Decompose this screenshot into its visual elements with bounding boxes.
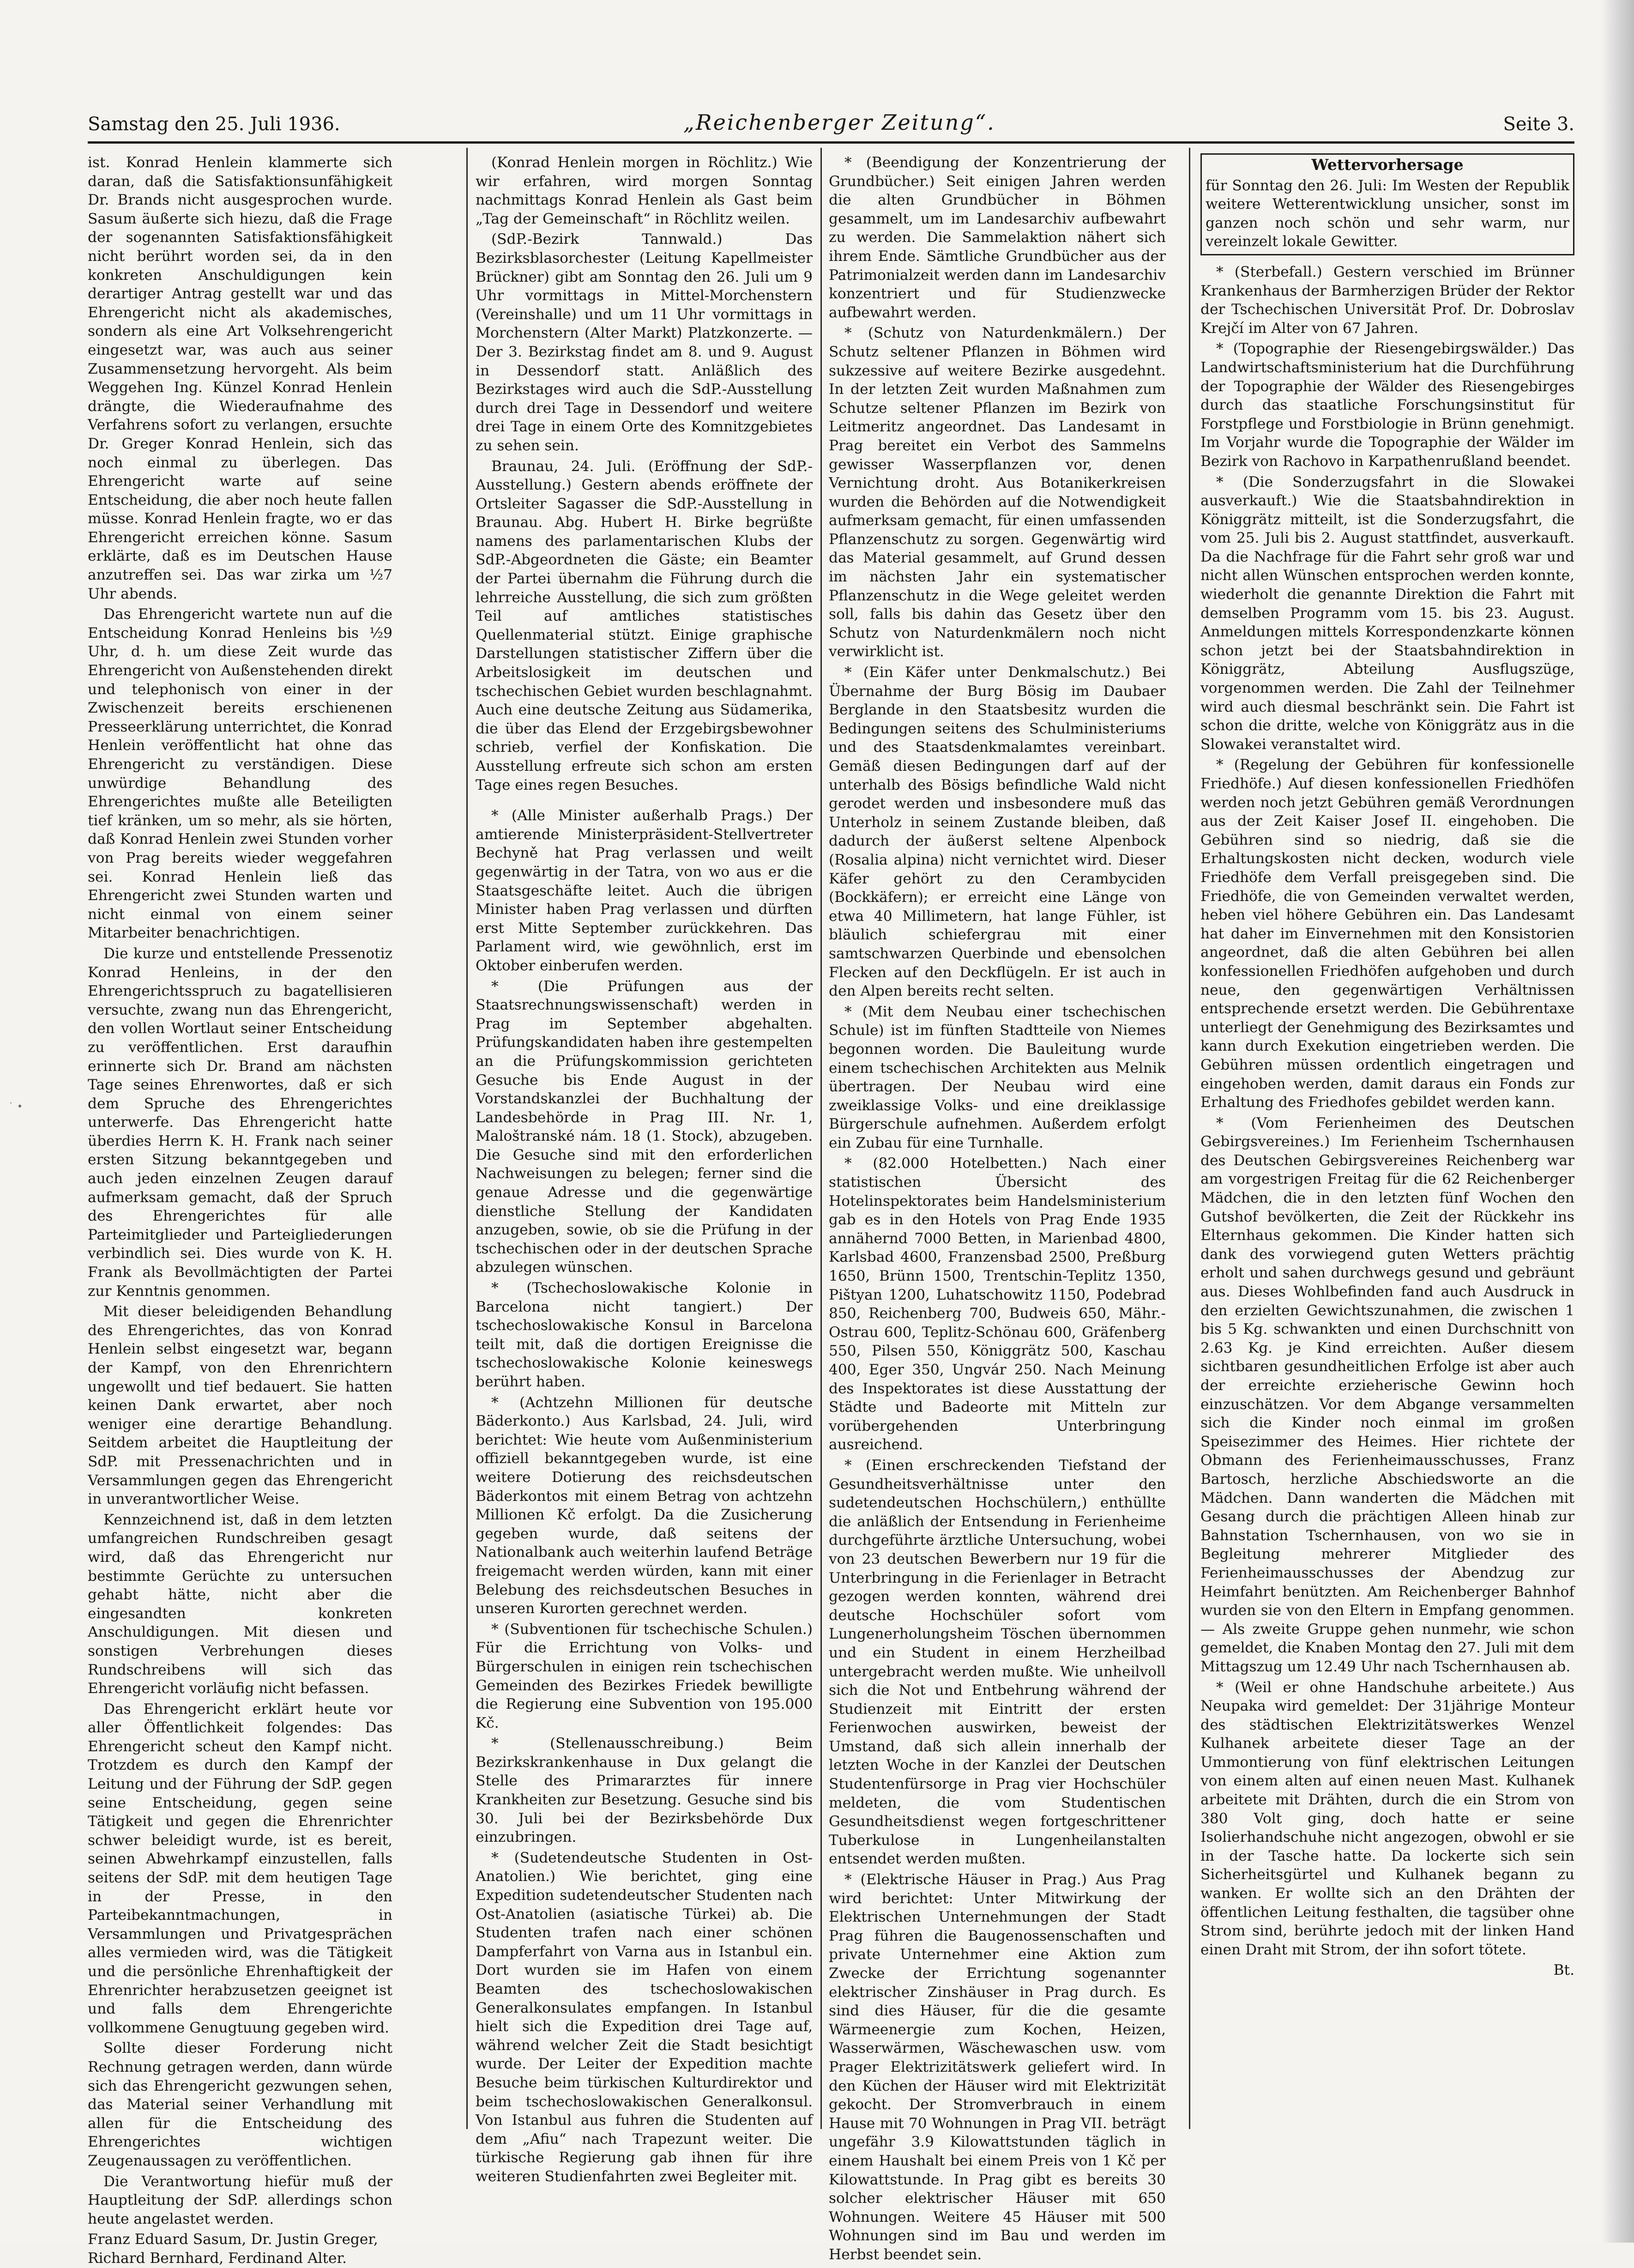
news-item: * (82.000 Hotelbetten.) Nach einer statistischen Übersicht des Hotelinspektorates beim Handelsministerium gab es in den Hotels von Prag Ende 1935 annähernd 7000 Betten, in Marienbad 4800, Karlsbad 4600, Franzensbad 2500, Preßburg 1650, Brünn 1500, Trentschin-Teplitz 1350, Pištyan 1200, Luhatschowitz 1150, Podebrad 850, Reichenberg 700, Budweis 650, Mähr.-Ostrau 600, Teplitz-Schönau 600, Gräfenberg 550, Pilsen 550, Königgrätz 500, Kaschau 400, Eger 350, Ungvár 250. Nach Meinung des Inspektorates ist diese Ausstattung der Städte und Badeorte mit Mitteln zur vorübergehenden Unterbringung ausreichend. — [829, 1155, 1166, 1453]
scan-dot — [18, 1105, 21, 1107]
news-item: * (Die Sonderzugsfahrt in die Slowakei ausverkauft.) Wie die Staatsbahndirektion in Königgrätz mitteilt, ist die Sonderzugsfahrt, die vom 25. Juli bis 2. August stattfindet, ausverkauft. Da die Nachfrage für die Fahrt sehr groß war und nicht allen Wünschen entsprochen werden konnte, wiederholt die genannte Direktion die Fahrt mit demselben Programm vom 15. bis 23. August. Anmeldungen mittels Korrespondenzkarte können schon jetzt bei der Staatsbahndirektion in Königgrätz, Abteilung Ausflugszüge, vorgenommen werden. Die Zahl der Teilnehmer wird auch diesmal beschränkt sein. Die Fahrt ist schon die dritte, welche von Königgrätz aus in die Slowakei veranstaltet wird. — [1200, 473, 1574, 753]
news-item: * (Die Prüfungen aus der Staatsrechnungswissenschaft) werden in Prag im September abgehalten. Prüfungskandidaten haben ihre gestempelten an die Prüfungskommission gerichteten Gesuche bis Ende August in der Vorstandskanzlei der Buchhaltung der Landesbehörde in Prag III. Nr. 1, Maloštranské nám. 18 (1. Stock), abzugeben. Die Gesuche sind mit den erforderlichen Nachweisungen zu belegen; ferner sind die genaue Adresse und die gegenwärtige dienstliche Stellung der Kandidaten anzugeben, sowie, ob sie die Prüfung in der tschechischen oder in der deutschen Sprache abzulegen wünschen. — [476, 978, 813, 1276]
header-date: Samstag den 25. Juli 1936. — [88, 114, 340, 135]
weather-forecast-box — [1200, 153, 1574, 255]
article-paragraph: ist. Konrad Henlein klammerte sich daran, daß die Satisfaktionsunfähigkeit Dr. Brands nicht ausgesprochen wurde. Sasum äußerte sich hiezu, daß die Frage der sogenannten Satisfaktionsfähigkeit nicht berührt worden sei, da in den konkreten Anschuldigungen kein derartiger Antrag gestellt war und das Ehrengericht nicht als akademisches, sondern als eine Art Volksehrengericht eingesetzt war, was auch aus seiner Zusammensetzung hervorgeht. Als beim Weggehen Ing. Künzel Konrad Henlein drängte, die Wiederaufnahme des Verfahrens sofort zu verlangen, ersuchte Dr. Greger Konrad Henlein, sich das noch einmal zu überlegen. Das Ehrengericht warte auf seine Entscheidung, die aber noch heute fallen müsse. Konrad Henlein fragte, wo er das Ehrengericht erreichen könne. Sasum erklärte, daß es im Deutschen Hause anzutreffen sei. Das war zirka um ½7 Uhr abends. — [88, 154, 392, 602]
news-item: * (Achtzehn Millionen für deutsche Bäderkonto.) Aus Karlsbad, 24. Juli, wird berichtet: Wie heute vom Außenministerium offiziell bekanntgegeben wurde, ist eine weitere Dotierung des reichsdeutschen Bäderkontos mit einem Betrag von achtzehn Millionen Kč erfolgt. Da die Zusicherung gegeben wurde, daß seitens der Nationalbank auch weiterhin laufend Beträge freigemacht werden würden, kann mit einer Belebung des reichsdeutschen Besuches in unseren Kurorten gerechnet werden. — [476, 1394, 813, 1617]
news-item: * (Schutz von Naturdenkmälern.) Der Schutz seltener Pflanzen in Böhmen wird sukzessive auf weitere Bezirke ausgedehnt. In der letzten Zeit wurden Maßnahmen zum Schutze seltener Pflanzen im Bezirk von Leitmeritz angeordnet. Das Landesamt in Prag bereitet ein Verbot des Sammelns gewisser Wasserpflanzen vor, denen Vernichtung droht. Aus Botanikerkreisen wurden die Behörden auf die Notwendigkeit aufmerksam gemacht, für einen umfassenden Pflanzenschutz zu sorgen. Gegenwärtig wird das Material gesammelt, auf Grund dessen im nächsten Jahr ein systematischer Pflanzenschutz in die Wege geleitet werden soll, falls bis dahin das Gesetz über den Schutz von Naturdenkmälern noch nicht verwirklicht ist. — [829, 325, 1166, 660]
news-item: * (Einen erschreckenden Tiefstand der Gesundheitsverhältnisse unter den sudetendeutschen Hochschülern,) enthüllte die anläßlich der Entsendung in Ferienheime durchgeführte ärztliche Untersuchung, wobei von 23 deutschen Bewerbern nur 19 für die Unterbringung in die Ferienlager in Betracht gezogen werden konnten, während drei deutsche Hochschüler sofort vom Lungenerholungsheim Töschen übernommen und ein Student in einem Herzheilbad untergebracht werden mußte. Wie unheilvoll sich die Not und Entbehrung während der Studienzeit mit Eintritt der ersten Ferienwochen auswirken, beweist der Umstand, daß sich allein innerhalb der letzten Woche in der Kanzlei der Deutschen Studentenfürsorge in Prag vier Hochschüler meldeten, die vom Studentischen Gesundheitsdienst wegen fortgeschrittener Tuberkulose in Lungenheilanstalten entsendet werden mußten. — [829, 1457, 1166, 1868]
column-3 — [829, 153, 1166, 2263]
news-item: * (Stellenausschreibung.) Beim Bezirkskrankenhause in Dux gelangt die Stelle des Primararztes für innere Krankheiten zur Besetzung. Gesuche sind bis 30. Juli bei der Bezirksbehörde Dux einzubringen. — [476, 1735, 813, 1846]
scan-mark: ˙ — [8, 1101, 13, 1113]
weather-title: Wettervorhersage — [1311, 156, 1464, 174]
article-paragraph: Sollte dieser Forderung nicht Rechnung getragen werden, dann würde sich das Ehrengericht gezwungen sehen, das Material seiner Verhandlung mit allen für die Entscheidung des Ehrengerichtes wichtigen Zeugenaussagen zu veröffentlichen. — [88, 2040, 392, 2169]
article-paragraph: Die kurze und entstellende Pressenotiz Konrad Henleins, in der den Ehrengerichtsspruch zu bagatellisieren versuchte, zwang nun das Ehrengericht, den vollen Wortlaut seiner Entscheidung zu veröffentlichen. Erst daraufhin erinnerte sich Dr. Brand am nächsten Tage seines Ehrenwortes, daß er sich dem Spruche des Ehrengerichtes unterwerfe. Das Ehrengericht hatte überdies Herrn K. H. Frank nach seiner ersten Sitzung bekanntgegeben und auch jeden einzelnen Zeugen darauf aufmerksam gemacht, daß der Spruch des Ehrengerichtes für alle Parteimitglieder und Parteigliederungen verbindlich sei. Dies wurde von K. H. Frank als Bevollmächtigten der Partei zur Kenntnis genommen. — [88, 945, 392, 1300]
section-gap — [476, 796, 813, 806]
news-item: * (Weil er ohne Handschuhe arbeitete.) Aus Neupaka wird gemeldet: Der 31jährige Monteur des städtischen Elektrizitätswerkes Wenzel Kulhanek arbeitete dieser Tage an der Ummontierung von fünf elektrischen Leitungen von einem alten auf einen neuen Mast. Kulhanek arbeitete mit Drähten, durch die ein Strom von 380 Volt ging, doch hatte er seine Isolierhandschuhe nicht angezogen, obwohl er sie in der Tasche hatte. Da lockerte sich sein Sicherheitsgürtel und Kulhanek begann zu wanken. Er wollte sich an den Drähten der öffentlichen Leitung festhalten, die tagsüber ohne Strom sind, berührte jedoch mit der linken Hand einen Draht mit Strom, der ihn sofort tötete. — [1200, 1679, 1574, 1958]
news-item: * (Alle Minister außerhalb Prags.) Der amtierende Ministerpräsident-Stellvertreter Bechyně hat Prag verlassen und weilt gegenwärtig in der Tatra, von wo aus er die Staatsgeschäfte leitet. Auch die übrigen Minister haben Prag verlassen und dürften erst Mitte September zurückkehren. Das Parlament wird, wie gewöhnlich, erst im Oktober einberufen werden. — [476, 807, 813, 974]
column-2 — [476, 153, 813, 2185]
news-item: * (Subventionen für tschechische Schulen.) Für die Errichtung von Volks- und Bürgerschulen in einigen rein tschechischen Gemeinden des Bezirkes Friedek bewilligte die Regierung eine Subvention von 195.000 Kč. — [476, 1621, 813, 1731]
column-rule — [1189, 148, 1190, 2129]
article-paragraph: Mit dieser beleidigenden Behandlung des Ehrengerichtes, das von Konrad Henlein selbst eingesetzt war, begann der Kampf, von den Ehrenrichtern ungewollt und tief bedauert. Sie hatten keinen Dank erwartet, aber noch weniger eine derartige Behandlung. Seitdem arbeitet die Hauptleitung der SdP. mit Pressenachrichten und in Versammlungen gegen das Ehrengericht in unverantwortlicher Weise. — [88, 1303, 392, 1508]
article-paragraph: Das Ehrengericht wartete nun auf die Entscheidung Konrad Henleins bis ½9 Uhr, d. h. um diese Zeit wurde das Ehrengericht von Außenstehenden direkt und telephonisch von einer in der Zwischenzeit bereits erschienenen Presseerklärung unterrichtet, die Konrad Henlein veröffentlicht hat ohne das Ehrengericht zu verständigen. Diese unwürdige Behandlung des Ehrengerichtes mußte alle Beteiligten tief kränken, um so mehr, als sie hörten, daß Konrad Henlein zwei Stunden vorher von Prag bereits wieder weggefahren sei. Konrad Henlein ließ das Ehrengericht zwei Stunden warten und nicht einmal von einem seiner Mitarbeiter benachrichtigen. — [88, 606, 392, 942]
article-signature: Franz Eduard Sasum, Dr. Justin Greger, Richard Bernhard, Ferdinand Alter. — [88, 2231, 378, 2267]
article-paragraph: Die Verantwortung hiefür muß der Hauptleitung der SdP. allerdings schon heute angelastet werden. — [88, 2173, 392, 2227]
weather-text: für Sonntag den 26. Juli: Im Westen der Republik weitere Wetterentwicklung unsicher, sonst im ganzen noch schön und sehr warm, nur vereinzelt lokale Gewitter. — [1206, 177, 1569, 250]
news-item: Braunau, 24. Juli. (Eröffnung der SdP.-Ausstellung.) Gestern abends eröffnete der Ortsleiter Sagasser die SdP.-Ausstellung in Braunau. Abg. Hubert H. Birke begrüßte namens des parlamentarischen Klubs der SdP.-Abgeordneten die Gäste; ein Beamter der Partei übernahm die Führung durch die lehrreiche Ausstellung, die sich zum größten Teil auf amtliches statistisches Quellenmaterial stützt. Einige graphische Darstellungen statistischer Ziffern über die Arbeitslosigkeit im deutschen und tschechischen Gebiet wurden beschlagnahmt. Auch eine deutsche Zeitung aus Südamerika, die über das Elend der Erzgebirgsbewohner schrieb, verfiel der Konfiskation. Die Ausstellung erfreute sich schon am ersten Tage eines regen Besuches. — [476, 458, 813, 793]
news-item: (SdP.-Bezirk Tannwald.) Das Bezirksblasorchester (Leitung Kapellmeister Brückner) gibt am Sonntag den 26. Juli um 9 Uhr vormittags in Mittel-Morchenstern (Vereinshalle) und um 11 Uhr vormittags in Morchenstern (Alter Markt) Platzkonzerte. — Der 3. Bezirkstag findet am 8. und 9. August in Dessendorf statt. Anläßlich des Bezirkstages wird auch die SdP.-Ausstellung durch drei Tage in Dessendorf und weitere drei Tage in einem Orte des Komnitzgebietes zu sehen sein. — [476, 231, 813, 454]
column-rule — [466, 148, 468, 2129]
article-paragraph: Das Ehrengericht erklärt heute vor aller Öffentlichkeit folgendes: Das Ehrengericht scheut den Kampf nicht. Trotzdem es durch den Kampf der Leitung und der Führung der SdP. gegen seine Entscheidung, gegen seine Tätigkeit und gegen die Ehrenrichter schwer beleidigt wurde, ist es bereit, seinen Abwehrkampf einzustellen, falls seitens der SdP. mit dem heutigen Tage in der Presse, in den Parteibekanntmachungen, in Versammlungen und Privatgesprächen alles vermieden wird, was die Tätigkeit und die persönliche Ehrenhaftigkeit der Ehrenrichter herabzusetzen geeignet ist und falls dem Ehrengerichte vollkommene Genugtuung gegeben wird. — [88, 1700, 392, 2036]
article-paragraph: Kennzeichnend ist, daß in dem letzten umfangreichen Rundschreiben gesagt wird, daß das Ehrengericht nur bestimmte Gerüchte zu untersuchen gehabt hätte, nicht aber die eingesandten konkreten Anschuldigungen. Mit diesen und sonstigen Verbrehungen dieses Rundschreibens will sich das Ehrengericht vorläufig nicht befassen. — [88, 1511, 392, 1697]
news-item: * (Sterbefall.) Gestern verschied im Brünner Krankenhaus der Barmherzigen Brüder der Rektor der Tschechischen Universität Prof. Dr. Dobroslav Krejčí im Alter von 67 Jahren. — [1200, 263, 1574, 337]
news-item: * (Tschechoslowakische Kolonie in Barcelona nicht tangiert.) Der tschechoslowakische Konsul in Barcelona teilt mit, daß die dortigen Ereignisse die tschechoslowakische Kolonie keineswegs berührt haben. — [476, 1280, 813, 1390]
news-item: * (Regelung der Gebühren für konfessionelle Friedhöfe.) Auf diesen konfessionellen Friedhöfen werden noch jetzt Gebühren gemäß Verordnungen aus der Zeit Kaiser Josef II. eingehoben. Die Gebühren sind so niedrig, daß sie die Erhaltungskosten nicht decken, wodurch viele Friedhöfe dem Verfall preisgegeben sind. Die Friedhöfe, die von Gemeinden verwaltet werden, heben viel höhere Gebühren ein. Das Landesamt hat daher im Einvernehmen mit den Konsistorien angeordnet, daß die alten Gebühren bei allen konfessionellen Friedhöfen aufgehoben und durch neue, den gegenwärtigen Verhältnissen entsprechende ersetzt werden. Die Gebührentaxe unterliegt der Genehmigung des Bezirksamtes und kann durch Exekution eingetrieben werden. Die Gebühren müssen ordentlich eingetragen und eingehoben werden, damit daraus ein Fonds zur Erhaltung des Friedhofes gebildet werden kann. — [1200, 756, 1574, 1111]
news-item: * (Sudetendeutsche Studenten in Ost-Anatolien.) Wie berichtet, ging eine Expedition sudetendeutscher Studenten nach Ost-Anatolien (asiatische Türkei) ab. Die Studenten trafen nach einer schönen Dampferfahrt von Varna aus in Istanbul ein. Dort wurden sie im Hafen von einem Beamten des tschechoslowakischen Generalkonsulates empfangen. In Istanbul hielt sich die Expedition drei Tage auf, während welcher Zeit die Stadt besichtigt wurde. Der Leiter der Expedition machte Besuche beim türkischen Kulturdirektor und beim tschechoslowakischen Generalkonsul. Von Istanbul aus fuhren die Studenten auf dem „Afiu“ nach Trapezunt weiter. Die türkische Regierung gab ihnen für ihre weiteren Studienfahrten zwei Begleiter mit. — [476, 1849, 813, 2185]
news-item: * (Vom Ferienheimen des Deutschen Gebirgsvereines.) Im Ferienheim Tschernhausen des Deutschen Gebirgsvereines Reichenberg war am vorgestrigen Freitag für die 62 Reichenberger Mädchen, die in den letzten fünf Wochen den Gutshof bevölkerten, die Zeit der Rückkehr ins Elternhaus gekommen. Die Kinder hatten sich dank des vorwiegend guten Wetters prächtig erholt und sahen durchwegs gesund und gebräunt aus. Dieses Wohlbefinden fand auch Ausdruck in den erzielten Gewichtszunahmen, die zwischen 1 bis 5 Kg. schwankten und einen Durchschnitt von 2.63 Kg. je Kind erreichten. Außer diesem sichtbaren gesundheitlichen Erfolge ist aber auch der erreichte erzieherische Gewinn hoch einzuschätzen. Vor dem Abgange versammelten sich die Kinder noch einmal im großen Speisezimmer des Heimes. Hier richtete der Obmann des Ferienheimausschusses, Franz Bartosch, herzliche Abschiedsworte an die Mädchen. Dann wanderten die Mädchen mit Gesang durch die prächtigen Alleen hinab zur Bahnstation Tschernhausen, von wo sie in Begleitung mehrerer Mitglieder des Ferienheimausschusses der Abendzug zur Heimfahrt benützten. Am Reichenberger Bahnhof wurden sie von den Eltern in Empfang genommen. — Als zweite Gruppe gehen nunmehr, wie schon gemeldet, die Knaben Montag den 27. Juli mit dem Mittagszug um 12.49 Uhr nach Tschernhausen ab. — [1200, 1114, 1574, 1675]
page-number: Seite 3. — [1503, 114, 1574, 135]
page-edge-shadow — [1602, 0, 1634, 2243]
news-item: * (Beendigung der Konzentrierung der Grundbücher.) Seit einigen Jahren werden die alten Grundbücher in Böhmen gesammelt, um im Landesarchiv aufbewahrt zu werden. Die Sammelaktion nähert sich ihrem Ende. Sämtliche Grundbücher aus der Patrimonialzeit werden dann im Landesarchiv konzentriert und für Studienzwecke aufbewahrt werden. — [829, 154, 1166, 321]
page-header — [88, 110, 1574, 142]
news-item: * (Topographie der Riesengebirgswälder.) Das Landwirtschaftsministerium hat die Durchführung der Topographie der Wälder des Riesengebirges durch das staatliche Forschungsinstitut für Forstpflege und Forstbiologie in Brünn genehmigt. Im Vorjahr wurde die Topographie der Wälder im Bezirk von Rachovo in Karpathenrußland beendet. — [1200, 340, 1574, 470]
news-item: * (Ein Käfer unter Denkmalschutz.) Bei Übernahme der Burg Bösig im Daubaer Berglande in den Staatsbesitz wurden die Bedingungen seitens des Schulministeriums und des Staatsdenkmalamtes vereinbart. Gemäß diesen Bedingungen darf auf der unterhalb des Bösigs befindliche Wald nicht gerodet werden und insbesondere muß das Unterholz in seinem Zustande bleiben, daß dadurch der äußerst seltene Alpenbock (Rosalia alpina) nicht vernichtet wird. Dieser Käfer gehört zu den Cerambyciden (Bockkäfern); er erreicht eine Länge von etwa 40 Millimetern, hat lange Fühler, ist bläulich schiefergrau mit einer samtschwarzen Querbinde und ebensolchen Flecken auf den Deckflügeln. Er ist auch in den Alpen bereits recht selten. — [829, 664, 1166, 1000]
newspaper-title: „Reichenberger Zeitung“. — [683, 110, 995, 135]
header-rule — [88, 141, 1574, 144]
column-1 — [88, 153, 392, 2267]
news-item: * (Mit dem Neubau einer tschechischen Schule) ist im fünften Stadtteile von Niemes begonnen worden. Die Bauleitung wurde einem tschechischen Architekten aus Melnik übertragen. Der Neubau wird eine zweiklassige Volks- und eine dreiklassige Bürgerschule aufnehmen. Außerdem erfolgt ein Zubau für eine Turnhalle. — [829, 1003, 1166, 1151]
column-4 — [1200, 153, 1574, 2158]
column-rule — [820, 148, 822, 2129]
news-item: * (Elektrische Häuser in Prag.) Aus Prag wird berichtet: Unter Mitwirkung der Elektrischen Unternehmungen der Stadt Prag führen die Baugenossenschaften und private Unternehmer eine Aktion zum Zwecke der Errichtung sogenannter elektrischer Zinshäuser in Prag durch. Es sind dies Häuser, für die die gesamte Wärmeenergie zum Kochen, Heizen, Wasserwärmen, Wäschewaschen usw. vom Prager Elektrizitätswerk geliefert wird. In den Küchen der Häuser wird mit Elektrizität gekocht. Der Stromverbrauch in einem Hause mit 70 Wohnungen in Prag VII. beträgt ungefähr 3.9 Kilowattstunden täglich in einem Haushalt bei einem Preis von 1 Kč per Kilowattstunde. In Prag gibt es bereits 30 solcher elektrischer Häuser mit 650 Wohnungen. Weitere 45 Häuser mit 500 Wohnungen sind im Bau und werden im Herbst beendet sein. — [829, 1871, 1166, 2263]
author-mark: Bt. — [1553, 1962, 1574, 1979]
news-item: (Konrad Henlein morgen in Röchlitz.) Wie wir erfahren, wird morgen Sonntag nachmittags Konrad Henlein als Gast beim „Tag der Gemeinschaft“ in Röchlitz weilen. — [476, 154, 813, 227]
